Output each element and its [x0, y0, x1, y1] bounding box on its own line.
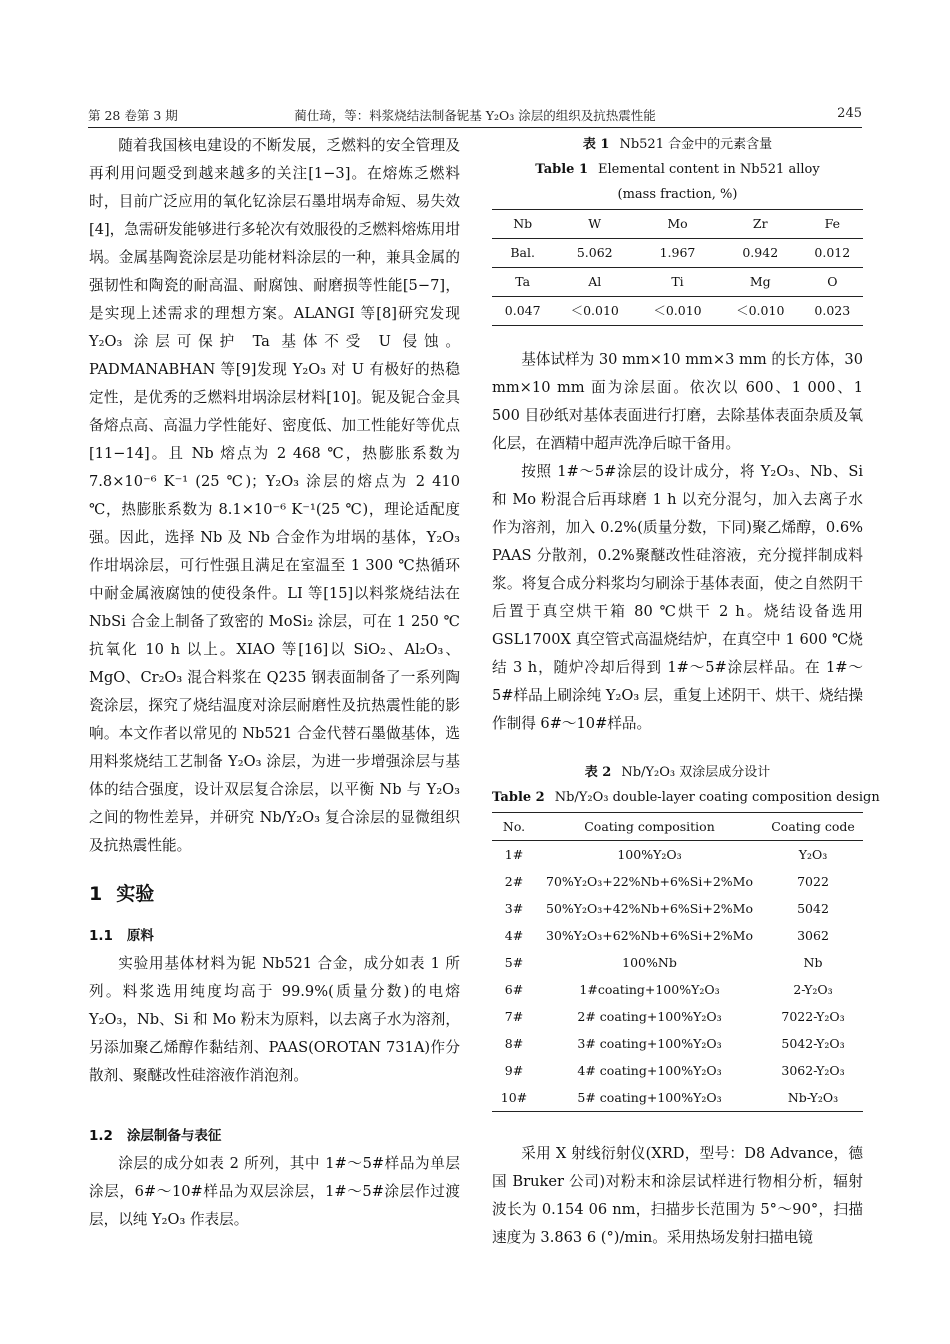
table2 [492, 812, 863, 1112]
page-number: 245 [837, 106, 862, 121]
table1-caption-en: Table 1 Elemental content in Nb521 alloy [535, 162, 820, 177]
header-rule [88, 127, 862, 128]
table-row: 3# 50%Y₂O₃+42%Nb+6%Si+2%Mo 5042 [504, 901, 829, 916]
table-row: 10# 5# coating+100%Y₂O₃ Nb-Y₂O₃ [500, 1090, 839, 1105]
coating-prep-paragraph: 涂层的成分如表 2 所列，其中 1#～5#样品为单层涂层，6#～10#样品为双层涂层，1#～5#涂层作过渡层，以纯 Y₂O₃ 作表层。 [89, 1155, 460, 1228]
table-row: Nb W Mo Zr Fe [492, 210, 863, 239]
journal-volume: 第 28 卷第 3 期 [88, 108, 178, 123]
subsection-heading-coating-prep [89, 1122, 460, 1150]
table-row: Bal. 5.062 1.967 0.942 0.012 [510, 245, 851, 260]
table1 [492, 209, 863, 326]
running-title: 蔺仕琦，等：料浆烧结法制备铌基 Y₂O₃ 涂层的组织及抗热震性能 [294, 108, 656, 123]
xrd-paragraph: 采用 X 射线衍射仪(XRD，型号：D8 Advance，德国 Bruker 公司)对粉末和涂层试样进行物相分析，辐射波长为 0.154 06 nm，扫描步长范围为 5°～90°，扫描速度为 3.863 6 (°)/min。采用热场发射扫描电镜 [492, 1145, 863, 1246]
table-row: Ta Al Ti Mg O [492, 268, 863, 297]
table1-caption-cn: 表 1 Nb521 合金中的元素含量 [582, 137, 773, 152]
table-row: 6# 1#coating+100%Y₂O₃ 2-Y₂O₃ [504, 982, 833, 997]
subsection-title: 原料 [126, 928, 154, 944]
table-row: 9# 4# coating+100%Y₂O₃ 3062-Y₂O₃ [504, 1063, 845, 1078]
subsection-heading-materials [89, 922, 460, 950]
slurry-paragraph: 按照 1#～5#涂层的设计成分，将 Y₂O₃、Nb、Si 和 Mo 粉混合后再球磨 1 h 以充分混匀，加入去离子水作为溶剂，加入 0.2%(质量分数，下同)聚乙烯醇，0.6% PAAS 分散剂，0.2%聚醚改性硅溶液，充分搅拌制成料浆。将复合成分料浆均匀刷涂于基体表面，使之自然阴干后置于真空烘干箱 80 ℃烘干 2 h。烧结设备选用 GSL1700X 真空管式高温烧结炉，在真空中 1 600 ℃烧结 3 h，随炉冷却后得到 1#～5#涂层样品。在 1#～5#样品上刷涂纯 Y₂O₃ 层，重复上述阴干、烘干、烧结操作制得 6#～10#样品。 [492, 463, 863, 732]
table-row: 5# 100%Nb Nb [504, 955, 823, 970]
section-title: 实验 [116, 883, 155, 905]
table2-caption-en: Table 2 Nb/Y₂O₃ double-layer coating composition design [492, 790, 880, 805]
table1-unit: (mass fraction, %) [617, 187, 738, 202]
table-row: 8# 3# coating+100%Y₂O₃ 5042-Y₂O₃ [504, 1036, 845, 1051]
table2-caption-cn: 表 2 Nb/Y₂O₃ 双涂层成分设计 [584, 765, 771, 780]
section-number: 1 [89, 883, 103, 905]
table-row: 4# 30%Y₂O₃+62%Nb+6%Si+2%Mo 3062 [504, 928, 829, 943]
table-row: 7# 2# coating+100%Y₂O₃ 7022-Y₂O₃ [504, 1009, 845, 1024]
substrate-paragraph: 基体试样为 30 mm×10 mm×3 mm 的长方体，30 mm×10 mm 面为涂层面。依次以 600、1 000、1 500 目砂纸对基体表面进行打磨，去除基体表面杂质及氧化层，在酒精中超声洗净后晾干备用。 [492, 351, 863, 452]
subsection-number: 1.2 [89, 1128, 113, 1144]
table-header-row: No. Coating composition Coating code [492, 813, 863, 841]
left-column [89, 132, 460, 1234]
section-heading-experiment [89, 880, 460, 908]
subsection-title: 涂层制备与表征 [126, 1128, 222, 1144]
materials-paragraph: 实验用基体材料为铌 Nb521 合金，成分如表 1 所列。料浆选用纯度均高于 99.9%(质量分数)的电熔 Y₂O₃，Nb、Si 和 Mo 粉末为原料，以去离子水为溶剂，另添加聚乙烯醇作黏结剂、PAAS(OROTAN 731A)作分散剂、聚醚改性硅溶液作消泡剂。 [89, 955, 460, 1084]
subsection-number: 1.1 [89, 928, 113, 944]
table-row: 0.047 ＜0.010 ＜0.010 ＜0.010 0.023 [504, 303, 851, 318]
running-header [88, 106, 862, 126]
table-row: 1# 100%Y₂O₃ Y₂O₃ [504, 847, 828, 862]
right-column [492, 132, 880, 1252]
intro-paragraph: 随着我国核电建设的不断发展，乏燃料的安全管理及再利用问题受到越来越多的关注[1−3]。在熔炼乏燃料时，目前广泛应用的氧化钇涂层石墨坩埚寿命短、易失效[4]，急需研发能够进行多轮次有效服役的乏燃料熔炼用坩埚。金属基陶瓷涂层是功能材料涂层的一种，兼具金属的强韧性和陶瓷的耐高温、耐腐蚀、耐磨损等性能[5−7]，是实现上述需求的理想方案。ALANGI 等[8]研究发现 Y₂O₃ 涂层可保护 Ta 基体不受 U 侵蚀。PADMANABHAN 等[9]发现 Y₂O₃ 对 U 有极好的热稳定性，是优秀的乏燃料坩埚涂层材料[10]。铌及铌合金具备熔点高、高温力学性能好、密度低、加工性能好等优点[11−14]。且 Nb 熔点为 2 468 ℃，热膨胀系数为 7.8×10⁻⁶ K⁻¹ (25 ℃)；Y₂O₃ 涂层的熔点为 2 410 ℃，热膨胀系数为 8.1×10⁻⁶ K⁻¹(25 ℃)，理论适配度强。因此，选择 Nb 及 Nb 合金作为坩埚的基体，Y₂O₃ 作坩埚涂层，可行性强且满足在室温至 1 300 ℃热循环中耐金属液腐蚀的使役条件。LI 等[15]以料浆烧结法在 NbSi 合金上制备了致密的 MoSi₂ 涂层，可在 1 250 ℃抗氧化 10 h 以上。XIAO 等[16]以 SiO₂、Al₂O₃、MgO、Cr₂O₃ 混合料浆在 Q235 钢表面制备了一系列陶瓷涂层，探究了烧结温度对涂层耐磨性及抗热震性能的影响。本文作者以常见的 Nb521 合金代替石墨做基体，选用料浆烧结工艺制备 Y₂O₃ 涂层，为进一步增强涂层与基体的结合强度，设计双层复合涂层，以平衡 Nb 与 Y₂O₃ 之间的物性差异，并研究 Nb/Y₂O₃ 复合涂层的显微组织及抗热震性能。 [89, 137, 460, 854]
table-row: 2# 70%Y₂O₃+22%Nb+6%Si+2%Mo 7022 [504, 874, 829, 889]
